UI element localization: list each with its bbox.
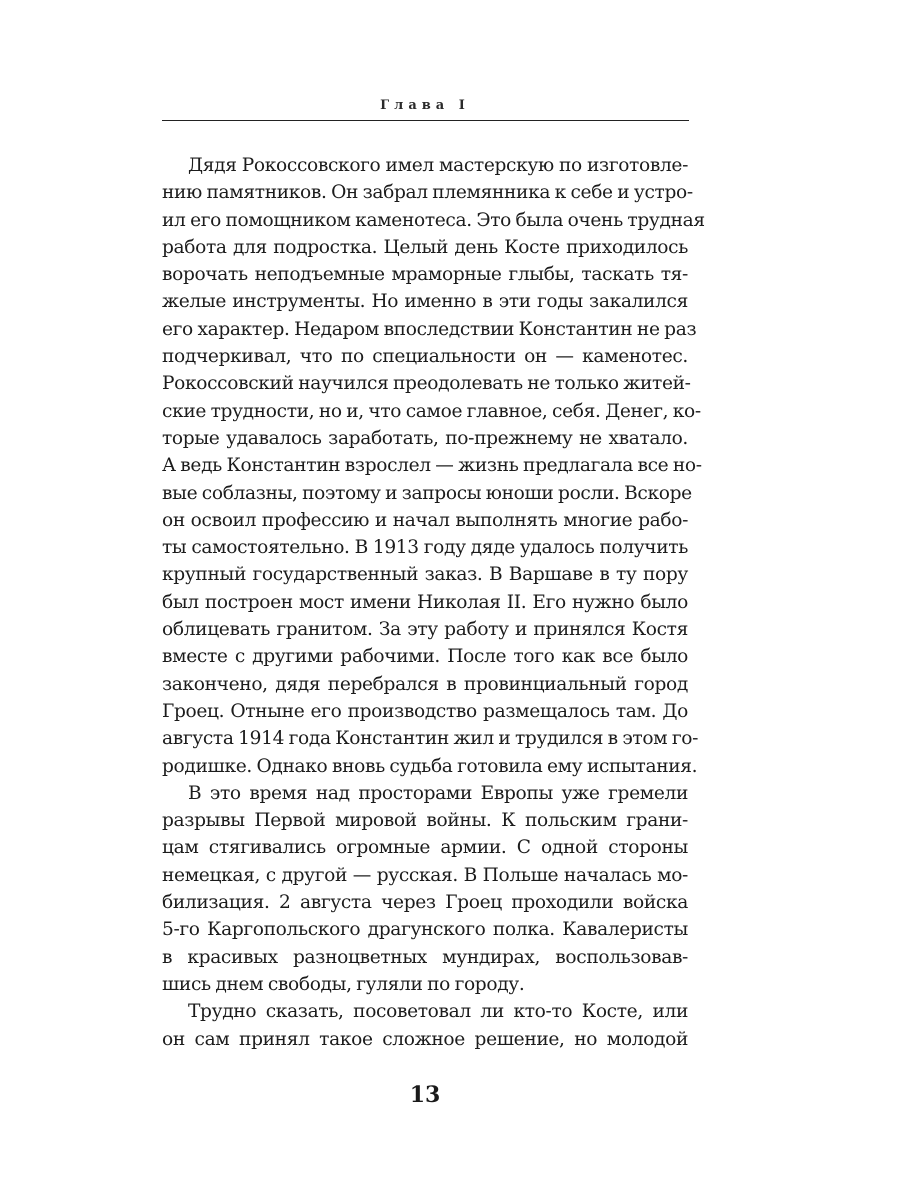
page-number: 13 <box>409 1082 441 1108</box>
text-line: ты самостоятельно. В 1913 году дяде удалось получить <box>162 537 688 559</box>
text-line: желые инструменты. Но именно в эти годы закалился <box>162 291 688 313</box>
text-line: торые удавалось заработать, по-прежнему не хватало. <box>162 427 688 449</box>
text-line: был построен мост имени Николая II. Его нужно было <box>162 591 688 613</box>
text-line: немецкая, с другой — русская. В Польше началась мо- <box>162 864 688 886</box>
text-line: 5-го Каргопольского драгунского полка. Кавалеристы <box>162 919 688 941</box>
text-line: ворочать неподъемные мраморные глыбы, таскать тя- <box>162 264 688 286</box>
text-line: А ведь Константин взрослел — жизнь предлагала все но- <box>162 455 702 477</box>
header-divider <box>162 120 689 121</box>
text-line: вые соблазны, поэтому и запросы юноши росли. Вскоре <box>162 482 692 504</box>
text-line: разрывы Первой мировой войны. К польским грани- <box>162 810 688 832</box>
text-line: вместе с другими рабочими. После того как все было <box>162 646 688 668</box>
text-line: цам стягивались огромные армии. С одной стороны <box>162 837 688 859</box>
text-line: В это время над просторами Европы уже гремели <box>188 782 688 804</box>
text-line: работа для подростка. Целый день Косте приходилось <box>162 236 688 258</box>
text-line: Рокоссовский научился преодолевать не только житей- <box>162 373 691 395</box>
text-line: ские трудности, но и, что самое главное, себя. Денег, ко- <box>162 400 701 422</box>
text-line: он сам принял такое сложное решение, но молодой <box>162 1028 688 1050</box>
text-line: Трудно сказать, посоветовал ли кто-то Косте, или <box>188 1001 688 1023</box>
text-line: облицевать гранитом. За эту работу и принялся Костя <box>162 619 688 641</box>
text-line: подчеркивал, что по специальности он — каменотес. <box>162 346 688 368</box>
text-line: его характер. Недаром впоследствии Константин не раз <box>162 318 697 340</box>
text-line: в красивых разноцветных мундирах, воспользовав- <box>162 946 688 968</box>
text-line: крупный государственный заказ. В Варшаве в ту пору <box>162 564 688 586</box>
text-line: он освоил профессию и начал выполнять многие рабо- <box>162 509 688 531</box>
body-text <box>162 152 705 1053</box>
text-line: родишке. Однако вновь судьба готовила ему испытания. <box>162 755 698 777</box>
text-line: Гроец. Отныне его производство размещалось там. До <box>162 700 688 722</box>
text-line: билизация. 2 августа через Гроец проходили войска <box>162 892 688 914</box>
text-line: закончено, дядя перебрался в провинциальный город <box>162 673 688 695</box>
text-line: августа 1914 года Константин жил и трудился в этом го- <box>162 728 699 750</box>
text-line: Дядя Рокоссовского имел мастерскую по изготовле- <box>188 155 688 176</box>
text-line: нию памятников. Он забрал племянника к себе и устро- <box>162 182 693 204</box>
text-line: ил его помощником каменотеса. Это была очень трудная <box>162 209 705 231</box>
running-header: Глава I <box>380 98 470 113</box>
text-line: шись днем свободы, гуляли по городу. <box>162 973 525 995</box>
